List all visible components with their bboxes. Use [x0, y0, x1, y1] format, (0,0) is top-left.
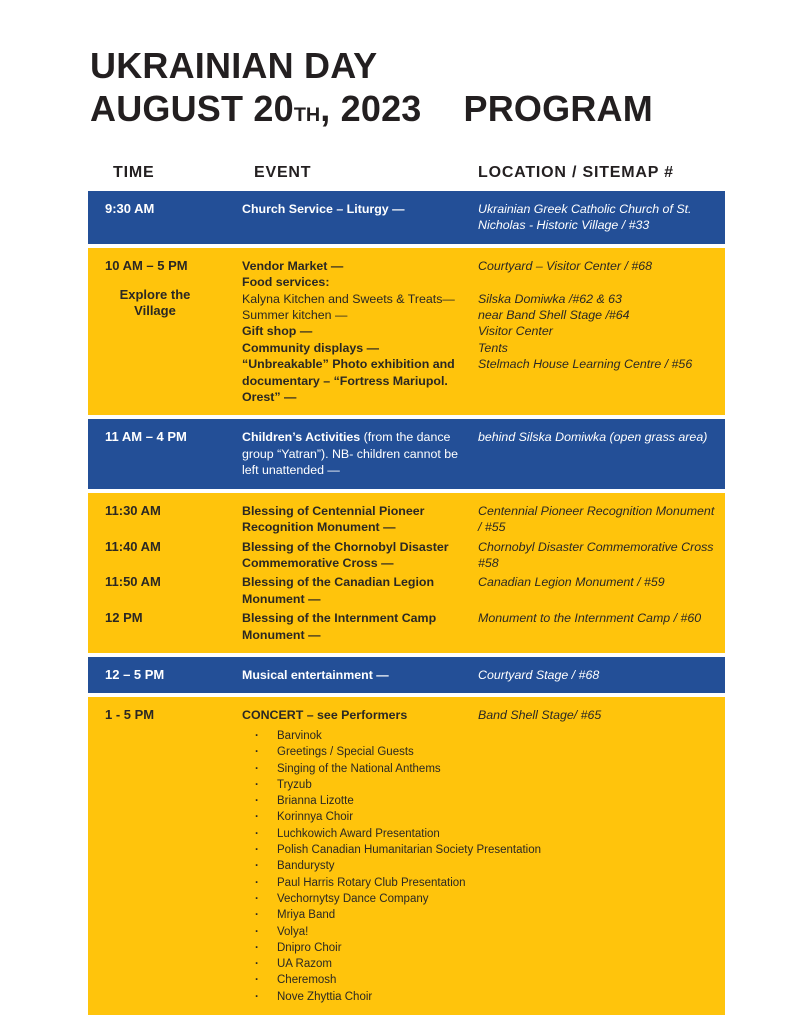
performer-name: Barvinok [277, 729, 322, 742]
bullet-icon: · [255, 811, 259, 824]
performer-name: Singing of the National Anthems [277, 762, 441, 775]
event-cell [242, 503, 478, 536]
title-ordinal: TH [293, 104, 321, 126]
program-row [88, 248, 725, 416]
location-cell: Courtyard – Visitor Center / #68 [478, 258, 653, 273]
time-note: Explore the Village [119, 287, 191, 319]
schedule-entry [242, 323, 725, 339]
event-cell [242, 258, 478, 274]
table-body [88, 191, 725, 1015]
performer-name: UA Razom [277, 958, 332, 971]
event-cell [242, 707, 478, 723]
event-cell [242, 323, 478, 339]
column-header-time: TIME [113, 164, 155, 181]
time-value: 11:50 AM [105, 574, 161, 590]
location-cell: Canadian Legion Monument / #59 [478, 575, 665, 590]
bullet-icon: · [255, 795, 259, 808]
location-cell: Tents [478, 340, 508, 355]
bullet-icon: · [255, 974, 259, 987]
performer-name: Bandurysty [277, 860, 335, 873]
bullet-icon: · [255, 892, 259, 905]
location-cell: Centennial Pioneer Recognition Monument / #55 [478, 503, 715, 535]
performer-item [242, 956, 725, 972]
event-text: Blessing of the Canadian Legion Monument — [242, 575, 435, 606]
performer-item [242, 907, 725, 923]
time-cell [88, 258, 242, 320]
time-value: 12 – 5 PM [105, 666, 165, 682]
location-cell: Chornobyl Disaster Commemorative Cross #58 [478, 539, 714, 570]
time-value: 9:30 AM [105, 201, 155, 216]
bullet-icon: · [255, 958, 259, 971]
performer-item [242, 875, 725, 891]
program-row [88, 419, 725, 488]
program-table [88, 164, 725, 1015]
location-cell: Band Shell Stage/ #65 [478, 708, 602, 723]
event-text: CONCERT – see Performers [242, 708, 408, 723]
program-row [88, 493, 725, 653]
time-value: 11 AM – 4 PM [105, 429, 187, 445]
time-cell [88, 201, 242, 218]
title-line1: UKRAINIAN DAY [90, 45, 378, 86]
time-cell [88, 503, 242, 520]
performer-name: Paul Harris Rotary Club Presentation [277, 876, 466, 889]
schedule-entry [242, 274, 725, 290]
column-header-location: LOCATION / SITEMAP # [478, 164, 674, 181]
event-text: Blessing of the Internment Camp Monument — [242, 611, 437, 642]
time-value: 1 - 5 PM [105, 707, 155, 723]
performer-name: Cheremosh [277, 974, 337, 987]
row-body [242, 258, 725, 406]
page-title [90, 44, 791, 137]
performer-item [242, 826, 725, 842]
bullet-icon: · [255, 925, 259, 938]
performer-name: Vechornytsy Dance Company [277, 892, 429, 905]
schedule-entry [88, 539, 725, 572]
event-text: Blessing of Centennial Pioneer Recognition Monument — [242, 503, 425, 535]
schedule-entry [242, 356, 725, 405]
event-text: Food services: [242, 275, 330, 290]
event-text: Summer kitchen — [242, 308, 348, 323]
bullet-icon: · [255, 762, 259, 775]
performer-item [242, 891, 725, 907]
program-row [88, 697, 725, 1015]
performer-item [242, 924, 725, 940]
event-cell [242, 291, 478, 307]
program-row [88, 191, 725, 244]
event-text: Gift shop — [242, 324, 313, 339]
time-cell [88, 429, 242, 446]
table-header-row [88, 164, 725, 182]
performer-item [242, 842, 725, 858]
performer-item [242, 972, 725, 988]
time-cell [88, 707, 242, 724]
time-value: 11:40 AM [105, 538, 161, 554]
location-cell: Ukrainian Greek Catholic Church of St. Nicholas - Historic Village / #33 [478, 202, 692, 233]
event-cell [242, 307, 478, 323]
title-program: PROGRAM [463, 88, 653, 129]
performer-name: Mriya Band [277, 909, 336, 922]
time-value: 10 AM – 5 PM [105, 257, 188, 273]
performer-name: Greetings / Special Guests [277, 746, 414, 759]
time-cell [88, 539, 242, 556]
event-text: Church Service – Liturgy — [242, 202, 405, 216]
event-cell [242, 667, 478, 683]
bullet-icon: · [255, 860, 259, 873]
performer-name: Volya! [277, 925, 309, 938]
schedule-entry [242, 258, 725, 274]
program-row [88, 657, 725, 694]
event-cell [242, 340, 478, 356]
location-cell: Courtyard Stage / #68 [478, 667, 600, 682]
event-text: (from the dance group “Yatran”). NB- children cannot be left unattended — [242, 430, 459, 478]
schedule-entry [88, 503, 725, 536]
performer-item [242, 989, 725, 1005]
location-cell: Silska Domiwka /#62 & 63 [478, 291, 622, 306]
time-cell [88, 610, 242, 627]
performer-item [242, 777, 725, 793]
performer-name: Luchkowich Award Presentation [277, 827, 440, 840]
event-text: Blessing of the Chornobyl Disaster Commemorative Cross — [242, 539, 449, 570]
performers-list [242, 728, 725, 1005]
bullet-icon: · [255, 844, 259, 857]
schedule-entry [88, 574, 725, 607]
event-text: Community displays — [242, 340, 380, 355]
event-cell [242, 201, 478, 217]
location-cell: Stelmach House Learning Centre / #56 [478, 357, 693, 372]
schedule-entry [88, 707, 725, 724]
bullet-icon: · [255, 827, 259, 840]
column-header-event: EVENT [254, 164, 312, 181]
performer-name: Tryzub [277, 778, 312, 791]
performer-item [242, 858, 725, 874]
schedule-entry [242, 291, 725, 307]
performer-item [242, 793, 725, 809]
event-cell [242, 610, 478, 643]
event-text: Children’s Activities [242, 430, 361, 445]
performer-item [242, 728, 725, 744]
location-cell: near Band Shell Stage /#64 [478, 308, 630, 323]
event-cell [242, 429, 478, 478]
bullet-icon: · [255, 729, 259, 742]
schedule-entry [242, 340, 725, 356]
schedule-entry [88, 429, 725, 478]
performer-item [242, 809, 725, 825]
performer-name: Dnipro Choir [277, 941, 342, 954]
time-value: 12 PM [105, 610, 143, 626]
event-text: “Unbreakable” Photo exhibition and documentary – “Fortress Mariupol. Orest” — [242, 357, 455, 405]
schedule-entry [88, 201, 725, 234]
performer-name: Korinnya Choir [277, 811, 354, 824]
bullet-icon: · [255, 941, 259, 954]
event-text: Musical entertainment — [242, 667, 389, 682]
performer-name: Brianna Lizotte [277, 795, 354, 808]
time-cell [88, 574, 242, 591]
title-line2 [90, 87, 791, 137]
time-cell [88, 667, 242, 684]
performer-item [242, 761, 725, 777]
performer-item [242, 940, 725, 956]
schedule-entry [242, 307, 725, 323]
bullet-icon: · [255, 746, 259, 759]
event-cell [242, 274, 478, 290]
schedule-entry [88, 667, 725, 684]
bullet-icon: · [255, 990, 259, 1003]
performer-item [242, 744, 725, 760]
event-cell [242, 574, 478, 607]
title-year: , 2023 [320, 88, 422, 129]
bullet-icon: · [255, 909, 259, 922]
bullet-icon: · [255, 876, 259, 889]
event-text: Kalyna Kitchen and Sweets & Treats— [242, 291, 455, 306]
event-text: Vendor Market — [242, 258, 344, 273]
title-date: AUGUST 20 [90, 88, 294, 129]
location-cell [478, 274, 725, 290]
location-cell: Visitor Center [478, 324, 553, 339]
schedule-entry [88, 610, 725, 643]
event-cell [242, 356, 478, 405]
event-cell [242, 539, 478, 572]
location-cell: Monument to the Internment Camp / #60 [478, 611, 702, 626]
performer-name: Polish Canadian Humanitarian Society Presentation [277, 844, 542, 857]
bullet-icon: · [255, 778, 259, 791]
performer-name: Nove Zhyttia Choir [277, 990, 373, 1003]
time-value: 11:30 AM [105, 502, 161, 518]
location-cell: behind Silska Domiwka (open grass area) [478, 430, 708, 445]
